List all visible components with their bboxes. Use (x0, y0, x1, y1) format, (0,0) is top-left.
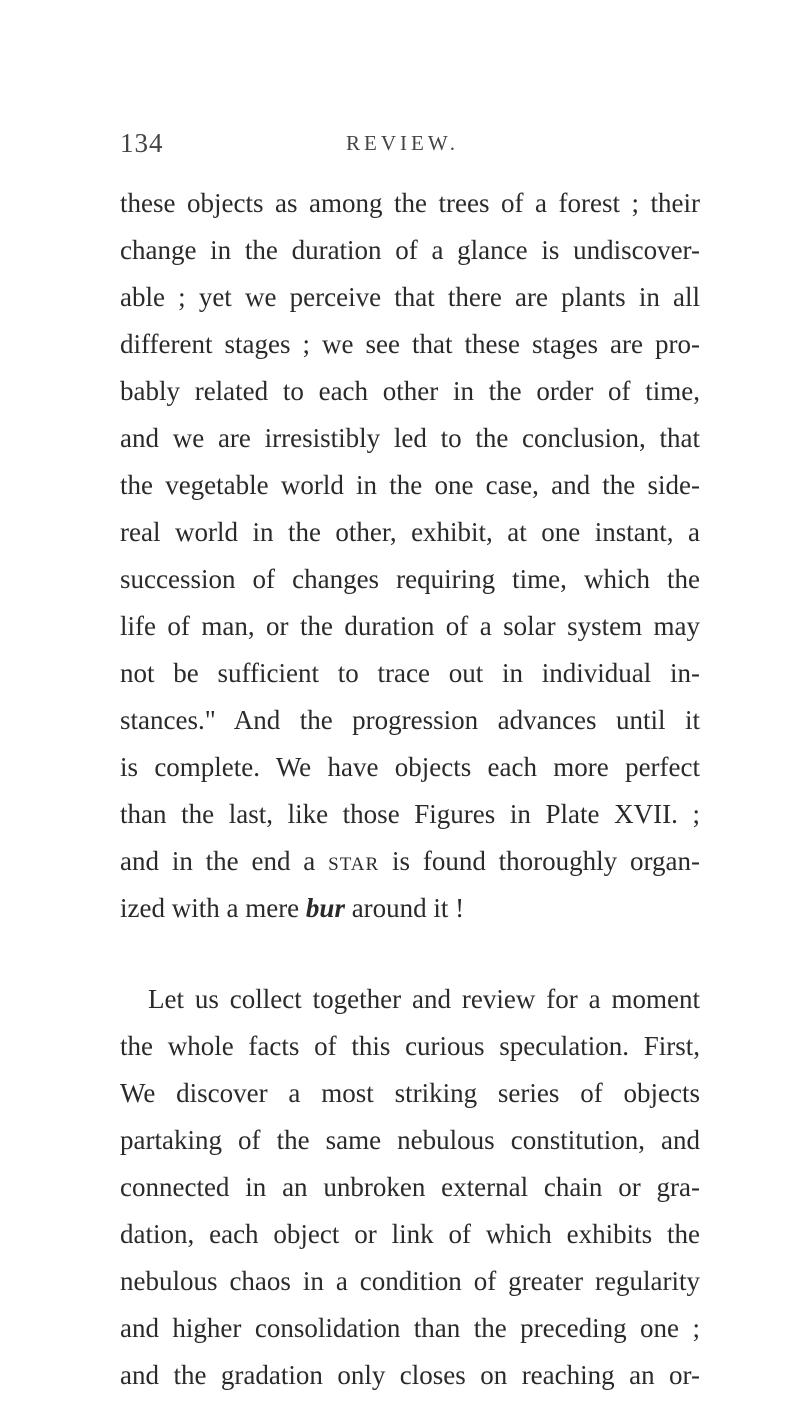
text-line: and higher consolidation than the preceding one ; (120, 1313, 700, 1343)
text-line: stances." And the progression advances until it (120, 705, 700, 735)
text-line (120, 885, 700, 932)
text-line: succession of changes requiring time, which the (120, 564, 700, 594)
text-line (120, 838, 700, 885)
text-line: able ; yet we perceive that there are plants in all (120, 282, 700, 312)
paragraph-1 (120, 180, 700, 932)
text-line: is complete. We have objects each more perfect (120, 752, 700, 782)
text-line: and we are irresistibly led to the conclusion, that (120, 423, 700, 453)
text-line: We discover a most striking series of objects (120, 1078, 700, 1108)
text-fragment: ized with a mere (120, 893, 306, 923)
text-line: not be sufficient to trace out in individual in- (120, 658, 700, 688)
text-line: connected in an unbroken external chain or gra- (120, 1172, 700, 1202)
paragraph-2 (120, 976, 700, 1399)
text-fragment: and in the end a (120, 846, 329, 876)
text-line: the vegetable world in the one case, and the side- (120, 470, 700, 500)
page-number: 134 (120, 128, 164, 158)
text-line: dation, each object or link of which exhibits the (120, 1219, 700, 1249)
text-line: Let us collect together and review for a moment (148, 984, 700, 1014)
text-line: life of man, or the duration of a solar system may (120, 611, 700, 641)
text-line: than the last, like those Figures in Plate XVII. ; (120, 799, 700, 829)
text-line: different stages ; we see that these stages are pro- (120, 329, 700, 359)
body-text (120, 180, 700, 1399)
text-line: change in the duration of a glance is undiscover- (120, 235, 700, 265)
text-fragment: is found thoroughly organ- (379, 846, 700, 876)
running-head: REVIEW. (346, 131, 459, 155)
text-line: these objects as among the trees of a forest ; their (120, 188, 700, 218)
smallcaps-word: star (328, 846, 380, 876)
text-line: bably related to each other in the order of time, (120, 376, 700, 406)
page-header (120, 128, 700, 168)
text-line: real world in the other, exhibit, at one instant, a (120, 517, 700, 547)
italic-word: bur (305, 893, 345, 923)
text-line: partaking of the same nebulous constitution, and (120, 1125, 700, 1155)
paragraph-gap (120, 932, 700, 976)
text-line: and the gradation only closes on reaching an or- (120, 1360, 700, 1390)
text-line: nebulous chaos in a condition of greater regularity (120, 1266, 700, 1296)
text-line: the whole facts of this curious speculation. First, (120, 1031, 700, 1061)
text-fragment: around it ! (344, 893, 465, 923)
